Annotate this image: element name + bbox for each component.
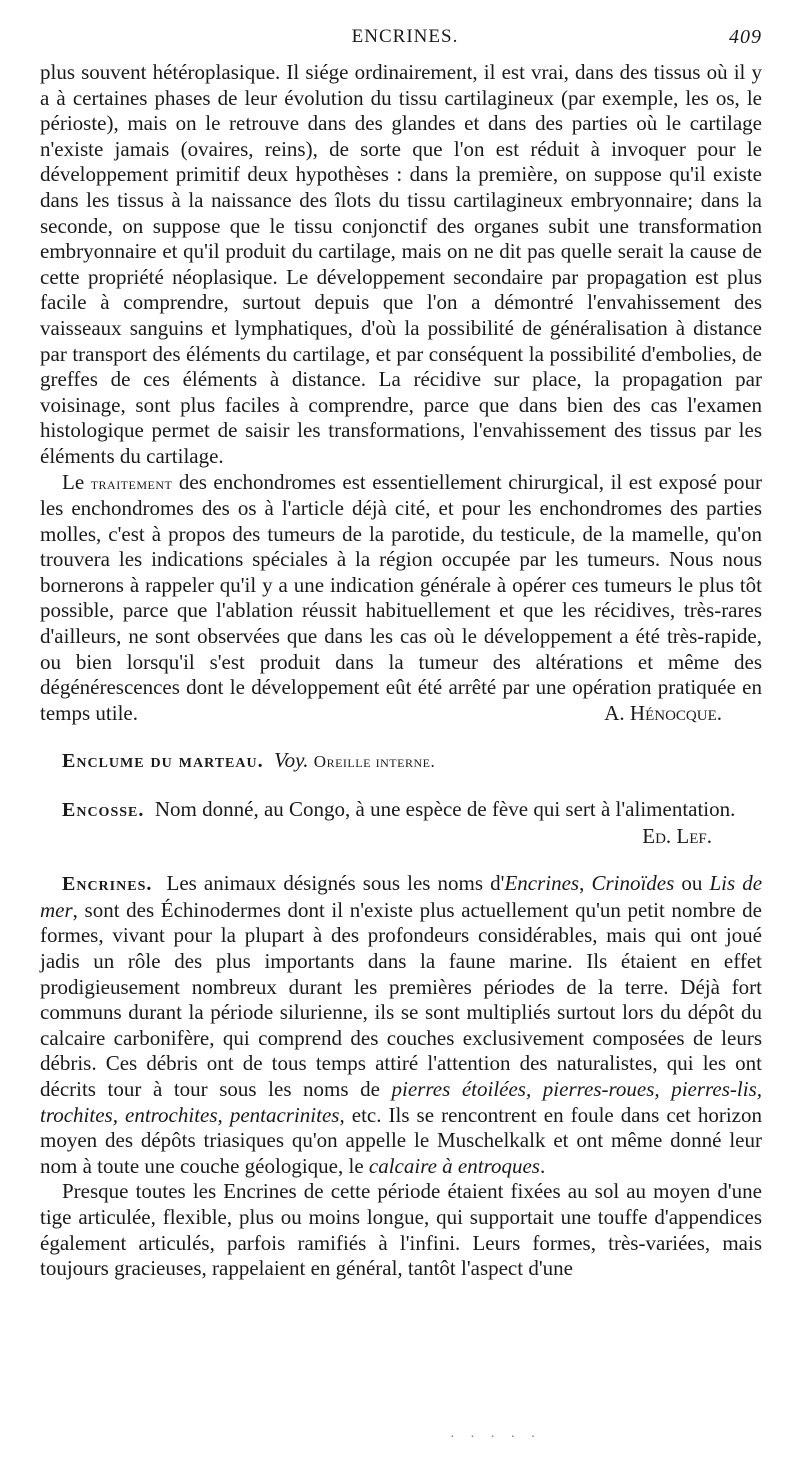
encrines-text-4: . [539,1153,546,1178]
encrines-text-3: , etc. Ils se rencontrent en foule dans cet horizon moyen des dépôts triasiques qu'on appelle le Muschelkalk et ont même donné leur nom à toute une couche géologique, le [40,1102,762,1178]
signature-henocque: A. Hénocque. [604,700,722,725]
encrines-sep-1: , [579,871,592,896]
paragraph-2-lead: Le [62,469,85,494]
term-calcaire-entroques: calcaire à entroques [368,1153,540,1178]
entry-encosse [40,797,762,848]
paragraph-1-text: plus souvent hétéroplasique. Il siége ordinairement, il est vrai, dans des tissus où il y a à certaines phases de leur évolution du tissu cartilagineux (par exemple, les os, le périoste), mais on le retrouve dans des glandes et dans des parties où le cartilage n'existe jamais (ovaires, reins), de sorte que l'on est réduit à invoquer pour le développement primitif deux hypothèses : dans la première, on suppose qu'il existe dans les tissus à la naissance des îlots du tissu cartilagineux embryonnaire; dans la seconde, on suppose que le tissu conjonctif des organes subit une transformation embryonnaire et qu'il produit du cartilage, mais on ne dit pas quelle serait la cause de cette propriété néoplasique. Le développement secondaire par propagation est plus facile à comprendre, surtout depuis que l'on a démontré l'envahissement des vaisseaux sanguins et lymphatiques, d'où la possibilité de généralisation à distance par transport des éléments du cartilage, et par conséquent la possibilité d'embolies, de greffes de ces éléments à distance. La récidive sur place, la propagation par voisinage, sont plus faciles à comprendre, parce que dans bien des cas l'examen histologique permet de saisir les transformations, l'envahissement des tissus par les éléments du cartilage. [40,60,762,468]
headword-encosse: Encosse. [62,799,145,822]
term-crinoides: Crinoïdes [591,871,675,896]
running-head [40,26,770,56]
term-encrines: Encrines [504,871,580,896]
bottom-marks: · · · · · [450,1430,542,1445]
paragraph-traitement [40,470,762,727]
term-lis-de-mer: Lis de mer [40,871,763,922]
signature-ed-lef: Ed. Lef. [642,823,712,848]
headword-enclume: Enclume du marteau. [62,750,264,773]
paragraph-enchondrome-continued [40,60,762,470]
encrines-paragraph-2-text: Presque toutes les Encrines de cette période étaient fixées au sol au moyen d'une tige articulée, flexible, plus ou moins longue, qui supportait une touffe d'appendices également articulés, parfois ramifiés à l'infini. Leurs formes, très-variées, mais toujours gracieuses, rappelaient en général, tantôt l'aspect d'une [40,1179,762,1281]
page-number: 409 [729,26,762,48]
running-title: ENCRINES. [351,26,459,47]
body-text [40,60,762,1282]
paragraph-2-text: des enchondromes est essentiellement chirurgical, il est exposé pour les enchondromes des os à l'article déjà cité, et pour les enchondromes des parties molles, c'est à propos des tumeurs de la parotide, du testicule, de la mamelle, qu'on trouvera les indications spéciales à la région occupée par les tumeurs. Nous nous bornerons à rappeler qu'il y a une indication générale à opérer ces tumeurs le plus tôt possible, parce que l'ablation réussit habituellement et que les récidives, très-rares d'ailleurs, ne sont observées que dans les cas où le développement a été très-rapide, ou bien lorsqu'il s'est produit dans la tumeur des altérations et même des dégénérescences dont le développement eût été arrêté par une opération pratiquée en temps utile. [40,469,762,725]
headword-encrines: Encrines. [62,873,153,896]
fossil-names: pierres étoilées, pierres-roues, pierres-lis, trochites, entrochites, pentacrinites [40,1076,763,1127]
voy-label: Voy. [274,748,309,773]
entry-encrines [40,871,762,1179]
cross-reference: Oreille interne. [313,752,436,772]
encrines-sep-2: ou [674,871,710,896]
encosse-text: Nom donné, au Congo, à une espèce de fève qui sert à l'alimentation. [154,797,736,822]
encrines-text-2: , sont des Échinodermes dont il n'existe plus actuellement qu'un petit nombre de formes, vivant pour la plupart à des profondeurs considérables, mais qui ont joué jadis un rôle des plus importants dans la faune marine. Ils étaient en effet prodigieusement nombreux durant les premières périodes de la terre. Déjà fort communs durant la période silurienne, ils se sont multipliés surtout lors du dépôt du calcaire carbonifère, qui comprend des couches exclusivement composées de leurs débris. Ces débris ont de tous temps attiré l'attention des naturalistes, qui les ont décrits tour à tour sous les noms de [40,897,762,1101]
paragraph-encrines-2 [40,1179,762,1281]
entry-enclume [40,748,762,775]
paragraph-2-term: traitement [90,473,173,493]
encrines-text-1: Les animaux désignés sous les noms d' [166,871,505,896]
